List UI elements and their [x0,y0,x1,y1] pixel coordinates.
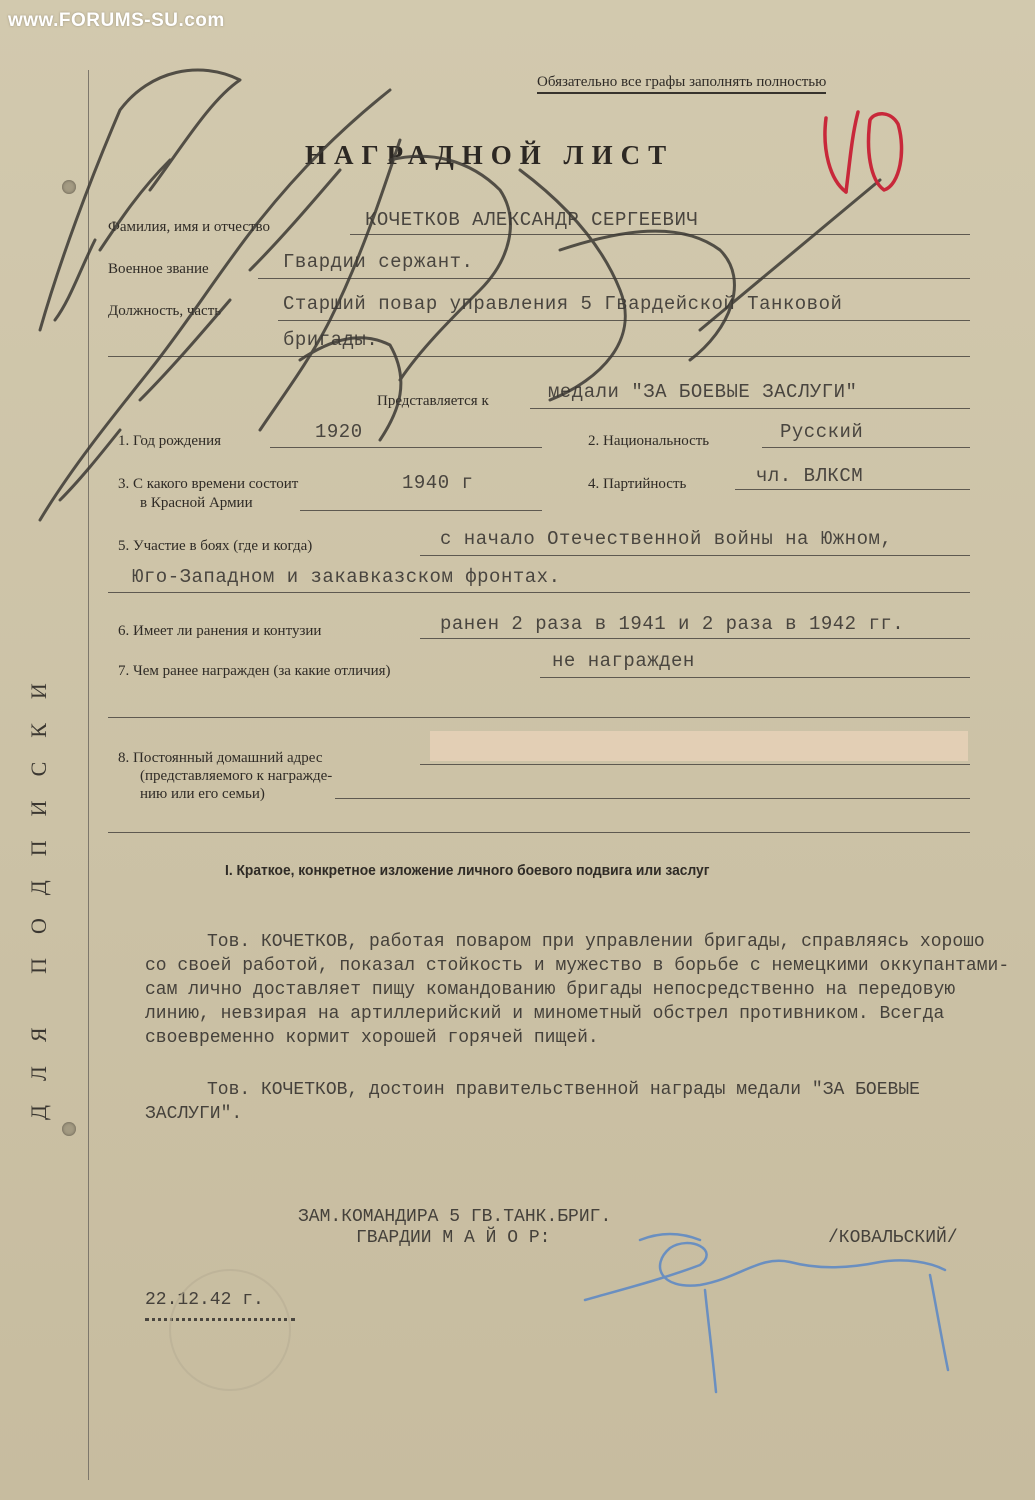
battles-label: 5. Участие в боях (где и когда) [118,538,313,554]
wounds-value: ранен 2 раза в 1941 и 2 раза в 1942 гг. [440,613,905,635]
address-label-2: (представляемого к награжде- [140,768,333,784]
battles-value-line2: Юго-Западном и закавказском фронтах. [132,566,561,588]
section-heading: I. Краткое, конкретное изложение личного боевого подвига или заслуг [225,862,710,879]
signer-name: /КОВАЛЬСКИЙ/ [828,1228,958,1248]
nationality-label: 2. Национальность [588,433,710,449]
birth-year-label: 1. Год рождения [118,433,222,449]
red-pencil-stroke [825,118,846,192]
pencil-scrawl [60,170,340,500]
address-label-3: нию или его семьи) [140,786,265,802]
document-title: НАГРАДНОЙ ЛИСТ [305,140,675,170]
birth-year-value: 1920 [315,421,363,443]
red-pencil-stroke [846,112,858,192]
pencil-scrawl [520,170,625,400]
signature-stroke [930,1275,948,1370]
site-watermark: www.FORUMS-SU.com [8,10,225,31]
position-value: Старший повар управления 5 Гвардейской Танковой [283,293,843,315]
presented-value: медали "ЗА БОЕВЫЕ ЗАСЛУГИ" [548,381,858,403]
signature-stroke [705,1290,716,1392]
pencil-scrawl [390,156,510,380]
side-label-text: ДЛЯ ПОДПИСКИ [26,659,51,1120]
instruction-note: Обязательно все графы заполнять полностью [537,74,826,94]
rank-value: Гвардии сержант. [283,251,474,273]
signature-stroke [640,1234,700,1240]
name-label: Фамилия, имя и отчество [108,219,271,235]
presented-label: Представляется к [377,393,489,409]
stamp-watermark [170,1270,290,1390]
signer-position: ЗАМ.КОМАНДИРА 5 ГВ.ТАНК.БРИГ. [298,1207,612,1227]
position-label: Должность, часть [108,303,222,319]
pencil-scrawl [560,231,734,360]
nationality-value: Русский [780,421,864,443]
wounds-label: 6. Имеет ли ранения и контузии [118,623,322,639]
pencil-scrawl [300,338,401,440]
merit-paragraph-1: Тов. КОЧЕТКОВ, работая поваром при управлении бригады, справляясь хорошо со своей работой, показал стойкость и мужество в борьбе с немецкими оккупантами- сам лично доставляет пищу командованию бригады непосредственно на передовую линию, невзирая на артиллерийский и минометный обстрел противником. Всегда своевременно кормит хорошей горячей пищей. [145,932,1010,1048]
signature-stroke [585,1243,945,1300]
address-label: 8. Постоянный домашний адрес [118,750,323,766]
document-date: 22.12.42 г. [145,1290,264,1310]
party-value: чл. ВЛКСМ [756,465,864,487]
party-label: 4. Партийность [588,476,687,492]
previous-awards-value: не награжден [552,650,695,672]
previous-awards-label: 7. Чем ранее награжден (за какие отличия) [118,663,391,679]
service-since-label: 3. С какого времени состоит [118,476,299,492]
merit-paragraph-2: Тов. КОЧЕТКОВ, достоин правительственной награды медали "ЗА БОЕВЫЕ ЗАСЛУГИ". [145,1080,920,1124]
battles-value: с начало Отечественной войны на Южном, [440,528,893,550]
signer-rank: ГВАРДИИ М А Й О Р: [356,1228,551,1248]
blue-ink-signature [585,1234,948,1392]
red-pencil-mark [825,112,902,192]
service-since-value: 1940 г [402,472,474,494]
pencil-scrawl [700,180,880,330]
service-since-label-2: в Красной Армии [140,495,253,511]
faded-stamp-circle [170,1270,290,1390]
name-value: КОЧЕТКОВ АЛЕКСАНДР СЕРГЕЕВИЧ [365,209,699,231]
red-pencil-stroke [869,114,902,190]
position-value-line2: бригады. [283,329,379,351]
rank-label: Военное звание [108,261,209,277]
pencil-resolution [40,70,880,520]
